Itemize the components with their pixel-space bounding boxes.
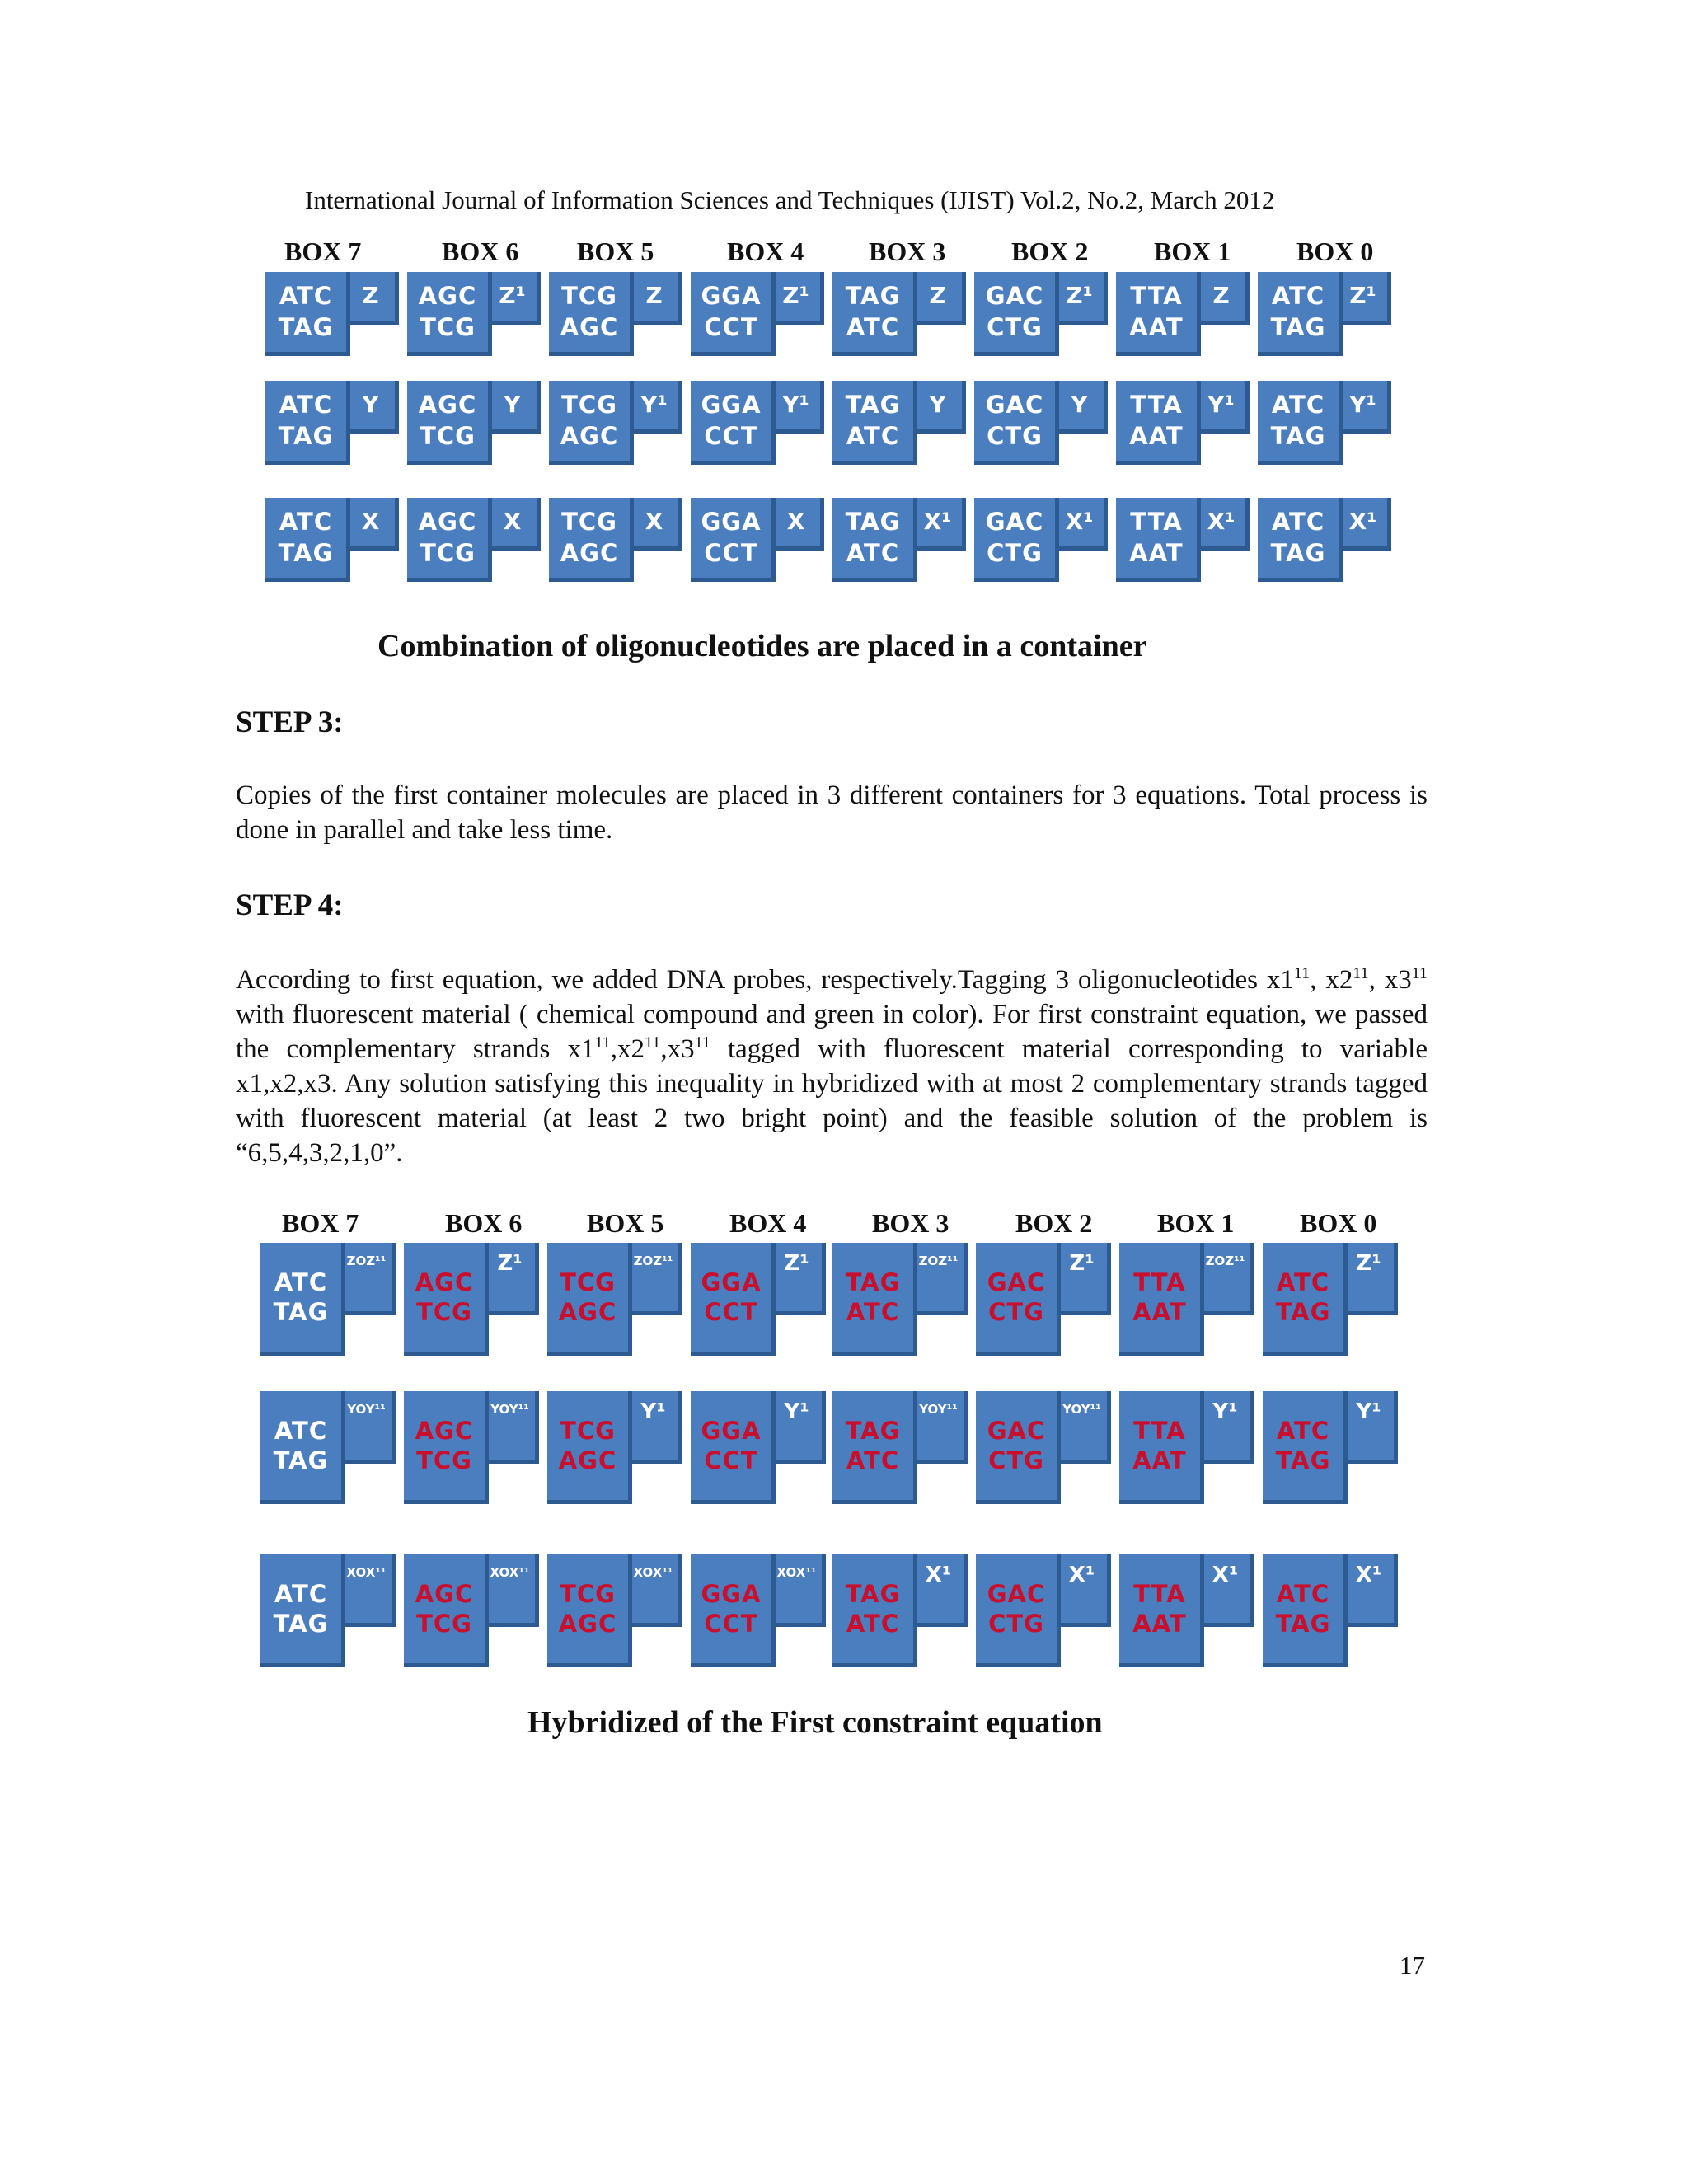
figure1-box-label-box6: BOX 6 bbox=[442, 237, 519, 266]
figure2-box-label-box1: BOX 1 bbox=[1157, 1208, 1235, 1238]
variable-tag: Y bbox=[488, 381, 541, 434]
variable-tag: YOY¹¹ bbox=[1057, 1391, 1111, 1464]
variable-tag: XOX¹¹ bbox=[771, 1554, 826, 1627]
sequence-bottom: TAG bbox=[278, 539, 334, 567]
sequence-top: GAC bbox=[987, 1580, 1046, 1608]
sequence-block bbox=[404, 1391, 489, 1504]
sequence-bottom: TCG bbox=[416, 1610, 472, 1638]
sequence-block bbox=[691, 1391, 776, 1504]
sequence-block bbox=[404, 1243, 489, 1356]
sequence-block bbox=[404, 1554, 489, 1667]
step4-paragraph: According to first equation, we added DNA probes, respectively.Tagging 3 oligonucleotides $x1^{11}$, $x2^{11}$, $x3^{11}$ with fluorescent material ( chemical compound and green in color). For first constraint equation, we passed the complementary strands $x1^{11},x2^{11},x3^{11}$ tagged with fluorescent material corresponding to variable x1,x2,x3. Any solution satisfying this inequality in hybridized with at most 2 complementary strands tagged with fluorescent material (at least 2 two bright point) and the feasible solution of the problem is “6,5,4,3,2,1,0”. bbox=[236, 964, 1428, 1168]
sequence-top: GAC bbox=[987, 1268, 1046, 1296]
variable-tag: X¹ bbox=[1200, 1554, 1254, 1627]
sequence-bottom: CTG bbox=[987, 539, 1043, 567]
sequence-bottom: CTG bbox=[988, 1298, 1044, 1326]
variable-tag: YOY¹¹ bbox=[913, 1391, 968, 1464]
sequence-bottom: AAT bbox=[1132, 1446, 1187, 1474]
sequence-block bbox=[547, 1554, 632, 1667]
sequence-bottom: TAG bbox=[273, 1610, 329, 1638]
page-number: 17 bbox=[1400, 1951, 1425, 1980]
sequence-top: AGC bbox=[415, 1417, 474, 1445]
sequence-block bbox=[1116, 272, 1201, 356]
variable-tag: Y¹ bbox=[630, 381, 682, 434]
sequence-bottom: TAG bbox=[1270, 539, 1326, 567]
figure1-box-labels bbox=[0, 237, 1688, 273]
sequence-bottom: CCT bbox=[704, 539, 758, 567]
sequence-top: TTA bbox=[1133, 1417, 1186, 1445]
sequence-top: ATC bbox=[274, 1580, 328, 1608]
sequence-block bbox=[549, 498, 634, 582]
sequence-bottom: CTG bbox=[988, 1610, 1044, 1638]
sequence-bottom: TAG bbox=[273, 1446, 329, 1474]
sequence-bottom: CTG bbox=[987, 313, 1043, 341]
sequence-block bbox=[691, 1554, 776, 1667]
variable-tag: Z¹ bbox=[1339, 272, 1391, 325]
sequence-top: GGA bbox=[701, 282, 762, 310]
sequence-top: GAC bbox=[985, 508, 1044, 536]
variable-tag: Z bbox=[1197, 272, 1250, 325]
sequence-top: ATC bbox=[279, 508, 333, 536]
sequence-block bbox=[691, 498, 776, 582]
variable-tag: Y¹ bbox=[628, 1391, 682, 1464]
variable-tag: X¹ bbox=[1055, 498, 1108, 551]
sequence-block bbox=[974, 272, 1059, 356]
sequence-block bbox=[832, 1391, 917, 1504]
sequence-top: GGA bbox=[701, 391, 762, 419]
sequence-top: AGC bbox=[418, 508, 477, 536]
figure2-box-label-box7: BOX 7 bbox=[282, 1208, 359, 1238]
sequence-block bbox=[547, 1243, 632, 1356]
sequence-top: TTA bbox=[1133, 1580, 1186, 1608]
sequence-bottom: CTG bbox=[988, 1446, 1044, 1474]
sequence-top: GGA bbox=[701, 1580, 762, 1608]
variable-tag: XOX¹¹ bbox=[485, 1554, 539, 1627]
sequence-bottom: TAG bbox=[1275, 1446, 1331, 1474]
sequence-bottom: TCG bbox=[416, 1298, 472, 1326]
sequence-block bbox=[1263, 1391, 1348, 1504]
sequence-block bbox=[832, 498, 917, 582]
sequence-bottom: AGC bbox=[558, 1610, 617, 1638]
sequence-block bbox=[1116, 498, 1201, 582]
sequence-top: ATC bbox=[1271, 282, 1325, 310]
sequence-top: TCG bbox=[561, 391, 617, 419]
sequence-top: TCG bbox=[560, 1268, 616, 1296]
sequence-block bbox=[260, 1391, 345, 1504]
sequence-top: ATC bbox=[1276, 1580, 1330, 1608]
variable-tag: ZOZ¹¹ bbox=[1200, 1243, 1254, 1315]
sequence-top: AGC bbox=[418, 282, 477, 310]
variable-tag: ZOZ¹¹ bbox=[913, 1243, 968, 1315]
sequence-top: GGA bbox=[701, 1268, 762, 1296]
variable-tag: Z¹ bbox=[1055, 272, 1108, 325]
sequence-block bbox=[1263, 1243, 1348, 1356]
sequence-top: TAG bbox=[845, 508, 901, 536]
variable-tag: Z¹ bbox=[1057, 1243, 1111, 1315]
sequence-top: AGC bbox=[415, 1580, 474, 1608]
sequence-bottom: CCT bbox=[704, 1610, 758, 1638]
sequence-top: TTA bbox=[1130, 508, 1183, 536]
sequence-bottom: ATC bbox=[846, 313, 900, 341]
sequence-top: TCG bbox=[560, 1580, 616, 1608]
sequence-bottom: ATC bbox=[846, 539, 900, 567]
variable-tag: X¹ bbox=[913, 498, 966, 551]
variable-tag: Z¹ bbox=[771, 272, 824, 325]
sequence-top: ATC bbox=[274, 1417, 328, 1445]
sequence-block bbox=[976, 1391, 1061, 1504]
sequence-top: TAG bbox=[845, 1417, 901, 1445]
variable-tag: Z¹ bbox=[1343, 1243, 1398, 1315]
journal-header: International Journal of Information Sciences and Techniques (IJIST) Vol.2, No.2, March 2012 bbox=[305, 185, 1275, 214]
sequence-block bbox=[407, 498, 492, 582]
sequence-bottom: TAG bbox=[273, 1298, 329, 1326]
sequence-bottom: AGC bbox=[560, 422, 619, 450]
sequence-block bbox=[832, 1243, 917, 1356]
figure1-box-label-box3: BOX 3 bbox=[869, 237, 946, 266]
sequence-top: TTA bbox=[1130, 282, 1183, 310]
figure2-box-label-box5: BOX 5 bbox=[587, 1208, 664, 1238]
variable-tag: Y¹ bbox=[771, 381, 824, 434]
sequence-block bbox=[549, 381, 634, 465]
sequence-block bbox=[1258, 381, 1343, 465]
sequence-top: TCG bbox=[561, 282, 617, 310]
sequence-bottom: TAG bbox=[1275, 1298, 1331, 1326]
sequence-block bbox=[1258, 272, 1343, 356]
variable-tag: ZOZ¹¹ bbox=[628, 1243, 682, 1315]
sequence-top: TCG bbox=[561, 508, 617, 536]
sequence-bottom: ATC bbox=[846, 1610, 900, 1638]
variable-tag: Y bbox=[913, 381, 966, 434]
sequence-bottom: TAG bbox=[278, 422, 334, 450]
variable-tag: X bbox=[346, 498, 399, 551]
step3-paragraph: Copies of the first container molecules are placed in 3 different containers for 3 equations. Total process is done in parallel and take less time. bbox=[236, 780, 1428, 845]
variable-tag: X bbox=[630, 498, 682, 551]
sequence-bottom: CCT bbox=[704, 1298, 758, 1326]
sequence-top: ATC bbox=[1276, 1417, 1330, 1445]
sequence-block bbox=[265, 381, 350, 465]
sequence-block bbox=[407, 381, 492, 465]
sequence-block bbox=[265, 272, 350, 356]
sequence-top: TAG bbox=[845, 1580, 901, 1608]
sequence-top: TAG bbox=[845, 1268, 901, 1296]
variable-tag: X¹ bbox=[913, 1554, 968, 1627]
sequence-bottom: TAG bbox=[1270, 313, 1326, 341]
variable-tag: Z bbox=[346, 272, 399, 325]
sequence-block bbox=[691, 381, 776, 465]
sequence-top: TCG bbox=[560, 1417, 616, 1445]
variable-tag: Y bbox=[1055, 381, 1108, 434]
sequence-block bbox=[1119, 1554, 1204, 1667]
sequence-bottom: ATC bbox=[846, 1446, 900, 1474]
figure2-box-labels bbox=[0, 1208, 1688, 1244]
sequence-block bbox=[832, 272, 917, 356]
variable-tag: Z¹ bbox=[488, 272, 541, 325]
variable-tag: Y¹ bbox=[1339, 381, 1391, 434]
sequence-bottom: TAG bbox=[1275, 1610, 1331, 1638]
sequence-block bbox=[1116, 381, 1201, 465]
variable-tag: X bbox=[771, 498, 824, 551]
figure1-box-label-box0: BOX 0 bbox=[1296, 237, 1374, 266]
sequence-block bbox=[1119, 1243, 1204, 1356]
sequence-bottom: AAT bbox=[1132, 1610, 1187, 1638]
figure2-hybridized-grid bbox=[0, 1243, 1688, 1671]
sequence-top: ATC bbox=[1271, 508, 1325, 536]
step3-heading: STEP 3: bbox=[236, 705, 344, 739]
sequence-top: GGA bbox=[701, 508, 762, 536]
sequence-block bbox=[691, 272, 776, 356]
sequence-bottom: AAT bbox=[1129, 422, 1184, 450]
sequence-block bbox=[1263, 1554, 1348, 1667]
figure2-box-label-box0: BOX 0 bbox=[1300, 1208, 1377, 1238]
sequence-bottom: TAG bbox=[278, 313, 334, 341]
sequence-block bbox=[974, 381, 1059, 465]
sequence-top: GAC bbox=[985, 391, 1044, 419]
variable-tag: Y bbox=[346, 381, 399, 434]
figure1-oligonucleotide-grid bbox=[0, 272, 1688, 585]
figure1-caption: Combination of oligonucleotides are placed in a container bbox=[377, 629, 1147, 663]
figure1-box-label-box1: BOX 1 bbox=[1154, 237, 1231, 266]
sequence-bottom: CCT bbox=[704, 422, 758, 450]
sequence-top: GGA bbox=[701, 1417, 762, 1445]
variable-tag: Z¹ bbox=[485, 1243, 539, 1315]
sequence-top: AGC bbox=[415, 1268, 474, 1296]
sequence-block bbox=[832, 381, 917, 465]
variable-tag: X bbox=[488, 498, 541, 551]
sequence-bottom: ATC bbox=[846, 1298, 900, 1326]
sequence-bottom: CTG bbox=[987, 422, 1043, 450]
sequence-bottom: AAT bbox=[1129, 313, 1184, 341]
sequence-block bbox=[832, 1554, 917, 1667]
sequence-block bbox=[1258, 498, 1343, 582]
sequence-block bbox=[260, 1243, 345, 1356]
variable-tag: X¹ bbox=[1339, 498, 1391, 551]
variable-tag: YOY¹¹ bbox=[485, 1391, 539, 1464]
variable-tag: Z¹ bbox=[771, 1243, 826, 1315]
figure1-box-label-box4: BOX 4 bbox=[727, 237, 804, 266]
sequence-bottom: AGC bbox=[560, 539, 619, 567]
variable-tag: Z bbox=[630, 272, 682, 325]
sequence-top: ATC bbox=[1271, 391, 1325, 419]
sequence-block bbox=[976, 1243, 1061, 1356]
sequence-block bbox=[549, 272, 634, 356]
sequence-top: GAC bbox=[987, 1417, 1046, 1445]
sequence-bottom: ATC bbox=[846, 422, 900, 450]
variable-tag: Y¹ bbox=[771, 1391, 826, 1464]
sequence-top: ATC bbox=[279, 282, 333, 310]
sequence-bottom: AAT bbox=[1129, 539, 1184, 567]
sequence-top: ATC bbox=[1276, 1268, 1330, 1296]
sequence-top: TAG bbox=[845, 282, 901, 310]
figure1-box-label-box7: BOX 7 bbox=[284, 237, 362, 266]
sequence-block bbox=[265, 498, 350, 582]
sequence-bottom: TCG bbox=[420, 313, 476, 341]
step4-heading: STEP 4: bbox=[236, 888, 344, 922]
figure2-box-label-box2: BOX 2 bbox=[1015, 1208, 1093, 1238]
sequence-block bbox=[976, 1554, 1061, 1667]
sequence-bottom: TCG bbox=[420, 539, 476, 567]
sequence-top: GAC bbox=[985, 282, 1044, 310]
figure1-box-label-box5: BOX 5 bbox=[577, 237, 654, 266]
sequence-block bbox=[260, 1554, 345, 1667]
figure2-box-label-box3: BOX 3 bbox=[872, 1208, 950, 1238]
sequence-bottom: TAG bbox=[1270, 422, 1326, 450]
variable-tag: Z bbox=[913, 272, 966, 325]
sequence-block bbox=[974, 498, 1059, 582]
sequence-bottom: TCG bbox=[420, 422, 476, 450]
variable-tag: XOX¹¹ bbox=[628, 1554, 682, 1627]
sequence-block bbox=[691, 1243, 776, 1356]
sequence-top: TAG bbox=[845, 391, 901, 419]
sequence-bottom: AGC bbox=[560, 313, 619, 341]
sequence-bottom: TCG bbox=[416, 1446, 472, 1474]
sequence-top: TTA bbox=[1130, 391, 1183, 419]
figure2-caption: Hybridized of the First constraint equation bbox=[528, 1705, 1103, 1740]
sequence-top: ATC bbox=[274, 1268, 328, 1296]
variable-tag: Y¹ bbox=[1343, 1391, 1398, 1464]
sequence-top: ATC bbox=[279, 391, 333, 419]
variable-tag: X¹ bbox=[1343, 1554, 1398, 1627]
sequence-bottom: CCT bbox=[704, 313, 758, 341]
sequence-bottom: AGC bbox=[558, 1446, 617, 1474]
figure2-box-label-box6: BOX 6 bbox=[445, 1208, 523, 1238]
sequence-bottom: CCT bbox=[704, 1446, 758, 1474]
sequence-top: TTA bbox=[1133, 1268, 1186, 1296]
variable-tag: X¹ bbox=[1057, 1554, 1111, 1627]
figure2-box-label-box4: BOX 4 bbox=[729, 1208, 807, 1238]
sequence-block bbox=[1119, 1391, 1204, 1504]
variable-tag: YOY¹¹ bbox=[341, 1391, 396, 1464]
variable-tag: XOX¹¹ bbox=[341, 1554, 396, 1627]
variable-tag: ZOZ¹¹ bbox=[341, 1243, 396, 1315]
sequence-block bbox=[407, 272, 492, 356]
variable-tag: Y¹ bbox=[1200, 1391, 1254, 1464]
sequence-bottom: AAT bbox=[1132, 1298, 1187, 1326]
sequence-block bbox=[547, 1391, 632, 1504]
variable-tag: Y¹ bbox=[1197, 381, 1250, 434]
sequence-bottom: AGC bbox=[558, 1298, 617, 1326]
sequence-top: AGC bbox=[418, 391, 477, 419]
variable-tag: X¹ bbox=[1197, 498, 1250, 551]
figure1-box-label-box2: BOX 2 bbox=[1011, 237, 1089, 266]
